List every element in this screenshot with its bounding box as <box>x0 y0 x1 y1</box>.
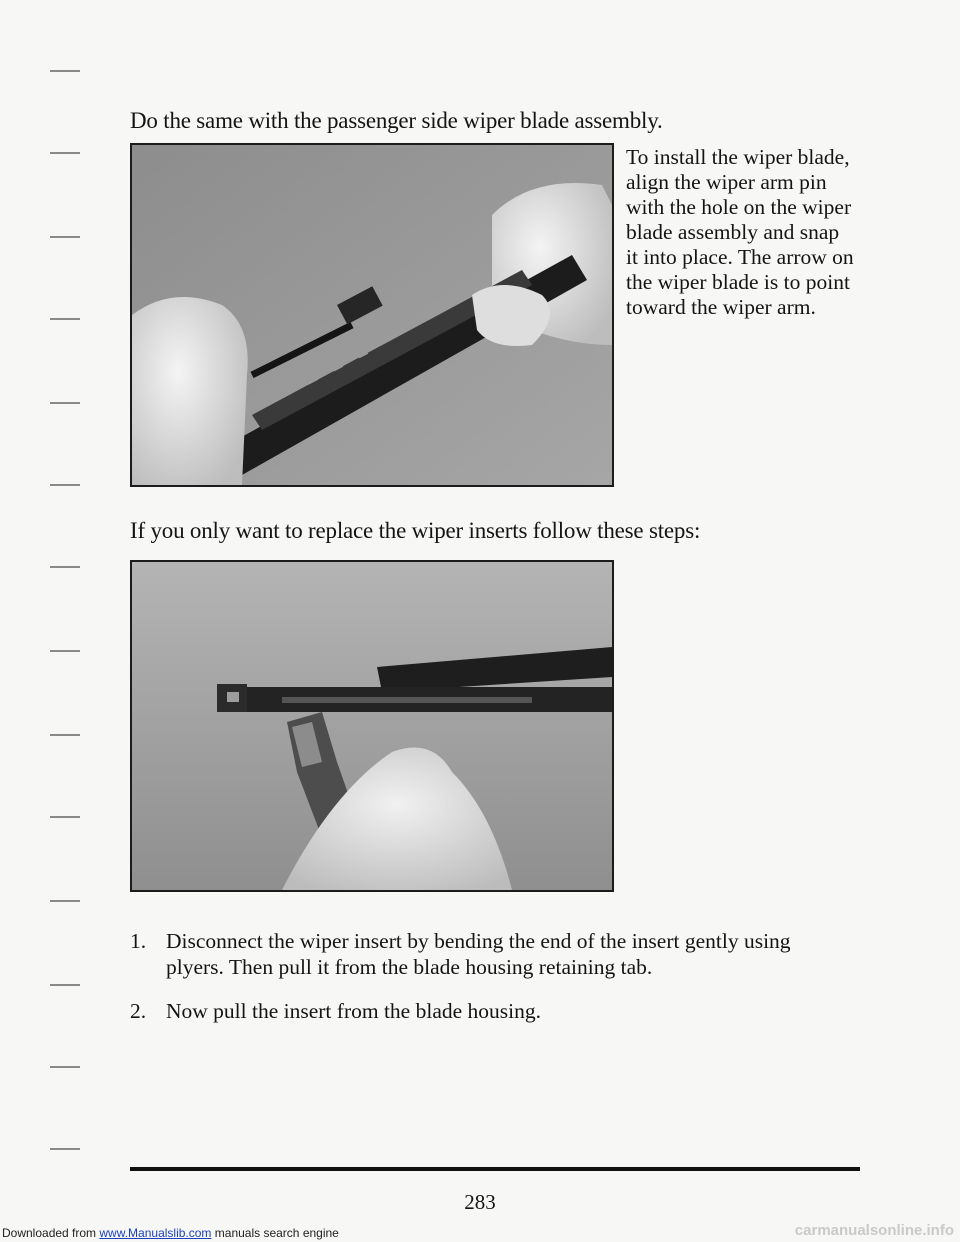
wiper-blade-install-photo <box>130 143 614 487</box>
watermark: carmanualsonline.info <box>794 1222 954 1239</box>
margin-tick <box>50 734 80 736</box>
margin-tick <box>50 70 80 72</box>
step-item <box>130 928 850 980</box>
step-text: Disconnect the wiper insert by bending the end of the insert gently using plyers. Then pull it from the blade housing retaining tab. <box>166 929 791 979</box>
step-number: 1. <box>130 929 147 953</box>
margin-tick <box>50 318 80 320</box>
margin-tick <box>50 402 80 404</box>
margin-tick <box>50 152 80 154</box>
margin-tick <box>50 484 80 486</box>
margin-tick <box>50 236 80 238</box>
page-number: 283 <box>464 1190 496 1214</box>
footer-prefix: Downloaded from <box>2 1226 100 1240</box>
step-text: Now pull the insert from the blade housing. <box>166 999 541 1023</box>
step-item <box>130 998 850 1024</box>
steps-list <box>130 928 850 1042</box>
margin-tick <box>50 900 80 902</box>
wiper-blade-install-illustration <box>132 145 612 485</box>
section-lead-inserts: If you only want to replace the wiper inserts follow these steps: <box>130 518 701 543</box>
manualslib-link[interactable]: www.Manualslib.com <box>99 1226 212 1240</box>
margin-tick <box>50 1066 80 1068</box>
margin-tick <box>50 816 80 818</box>
margin-tick <box>50 1148 80 1150</box>
margin-tick <box>50 650 80 652</box>
margin-tick <box>50 984 80 986</box>
section-lead-passenger: Do the same with the passenger side wiper blade assembly. <box>130 108 663 133</box>
install-instructions: To install the wiper blade, align the wiper arm pin with the hole on the wiper blade assembly and snap it into place. The arrow on the wiper blade is to point toward the wiper arm. <box>626 145 854 319</box>
wiper-insert-removal-illustration <box>132 562 612 890</box>
page-rule <box>130 1167 860 1171</box>
download-footer <box>2 1226 339 1240</box>
footer-suffix: manuals search engine <box>211 1226 339 1240</box>
wiper-insert-removal-photo <box>130 560 614 892</box>
margin-tick <box>50 566 80 568</box>
step-number: 2. <box>130 999 147 1023</box>
